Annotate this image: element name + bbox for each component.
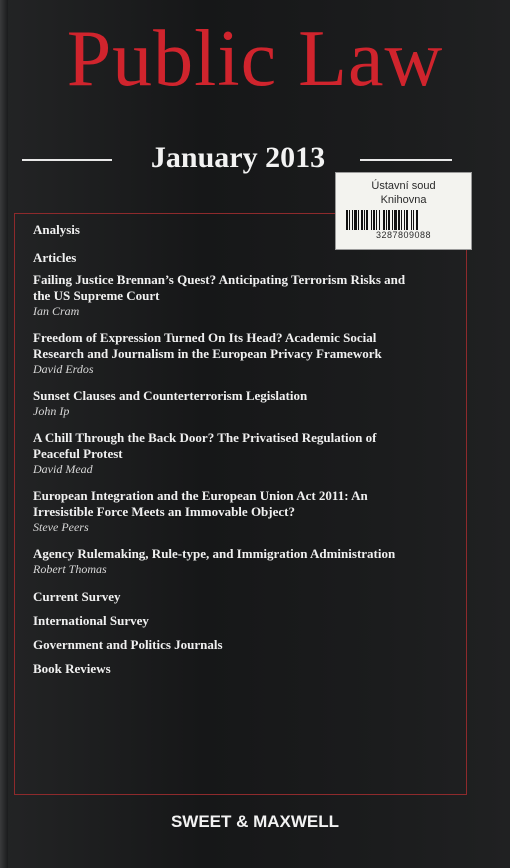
article-title: Agency Rulemaking, Rule-type, and Immigration Administration	[33, 546, 396, 561]
barcode-bar	[413, 210, 414, 230]
barcode-bar	[371, 210, 372, 230]
label-line: Ústavní soud	[371, 180, 436, 192]
toc-article	[33, 488, 453, 535]
barcode-bar	[416, 210, 418, 230]
barcode-bar	[386, 210, 387, 230]
barcode-bar	[346, 210, 348, 230]
toc-article	[33, 330, 453, 377]
toc-section: Book Reviews	[33, 661, 111, 676]
barcode-icon	[345, 210, 463, 230]
barcode-bar	[364, 210, 365, 230]
toc-article	[33, 546, 453, 577]
barcode-bar	[376, 210, 377, 230]
toc-article	[33, 272, 453, 319]
article-title: Research and Journalism in the European Privacy Framework	[33, 346, 382, 361]
article-title: Irresistible Force Meets an Immovable Object?	[33, 504, 295, 519]
table-of-contents	[33, 222, 453, 677]
article-title: Peaceful Protest	[33, 446, 123, 461]
barcode-number: 3287809088	[375, 230, 432, 240]
article-author: John Ip	[33, 404, 70, 418]
barcode-bar	[349, 210, 350, 230]
barcode-bar	[401, 210, 402, 230]
toc-article	[33, 388, 453, 419]
article-title: A Chill Through the Back Door? The Privatised Regulation of	[33, 430, 377, 445]
barcode-bar	[383, 210, 385, 230]
library-label	[335, 172, 472, 250]
spine-edge	[0, 0, 8, 868]
issue-date: January 2013	[150, 141, 326, 174]
toc-section: International Survey	[33, 613, 149, 628]
article-author: David Mead	[33, 462, 93, 476]
barcode-bar	[388, 210, 390, 230]
article-title: Failing Justice Brennan’s Quest? Anticipating Terrorism Risks and	[33, 272, 406, 287]
article-title: Freedom of Expression Turned On Its Head? Academic Social	[33, 330, 377, 345]
barcode-bar	[406, 210, 408, 230]
toc-section: Current Survey	[33, 589, 121, 604]
article-author: Steve Peers	[33, 520, 89, 534]
issue-rule-right	[360, 159, 452, 161]
journal-title: Public Law	[66, 15, 444, 103]
toc-section: Government and Politics Journals	[33, 637, 223, 652]
barcode-bar	[411, 210, 412, 230]
article-author: David Erdos	[33, 362, 94, 376]
issue-rule-left	[22, 159, 112, 161]
barcode-bar	[358, 210, 359, 230]
article-author: Ian Cram	[33, 304, 80, 318]
barcode-bar	[392, 210, 393, 230]
article-title: Sunset Clauses and Counterterrorism Legislation	[33, 388, 308, 403]
toc-article	[33, 430, 453, 477]
issue-row	[22, 140, 452, 176]
barcode-bar	[398, 210, 400, 230]
label-line: Knihovna	[380, 194, 427, 206]
toc-articles-heading: Articles	[33, 250, 77, 265]
barcode-bar	[352, 210, 353, 230]
barcode-bar	[361, 210, 363, 230]
barcode-bar	[379, 210, 380, 230]
barcode-bar	[404, 210, 405, 230]
article-title: European Integration and the European Union Act 2011: An	[33, 488, 368, 503]
barcode-bar	[373, 210, 375, 230]
toc-analysis: Analysis	[33, 222, 80, 237]
publisher-logo: SWEET & MAXWELL	[170, 812, 340, 831]
barcode-bar	[366, 210, 368, 230]
article-author: Robert Thomas	[33, 562, 107, 576]
barcode-bar	[394, 210, 397, 230]
barcode-bar	[354, 210, 357, 230]
article-title: the US Supreme Court	[33, 288, 160, 303]
